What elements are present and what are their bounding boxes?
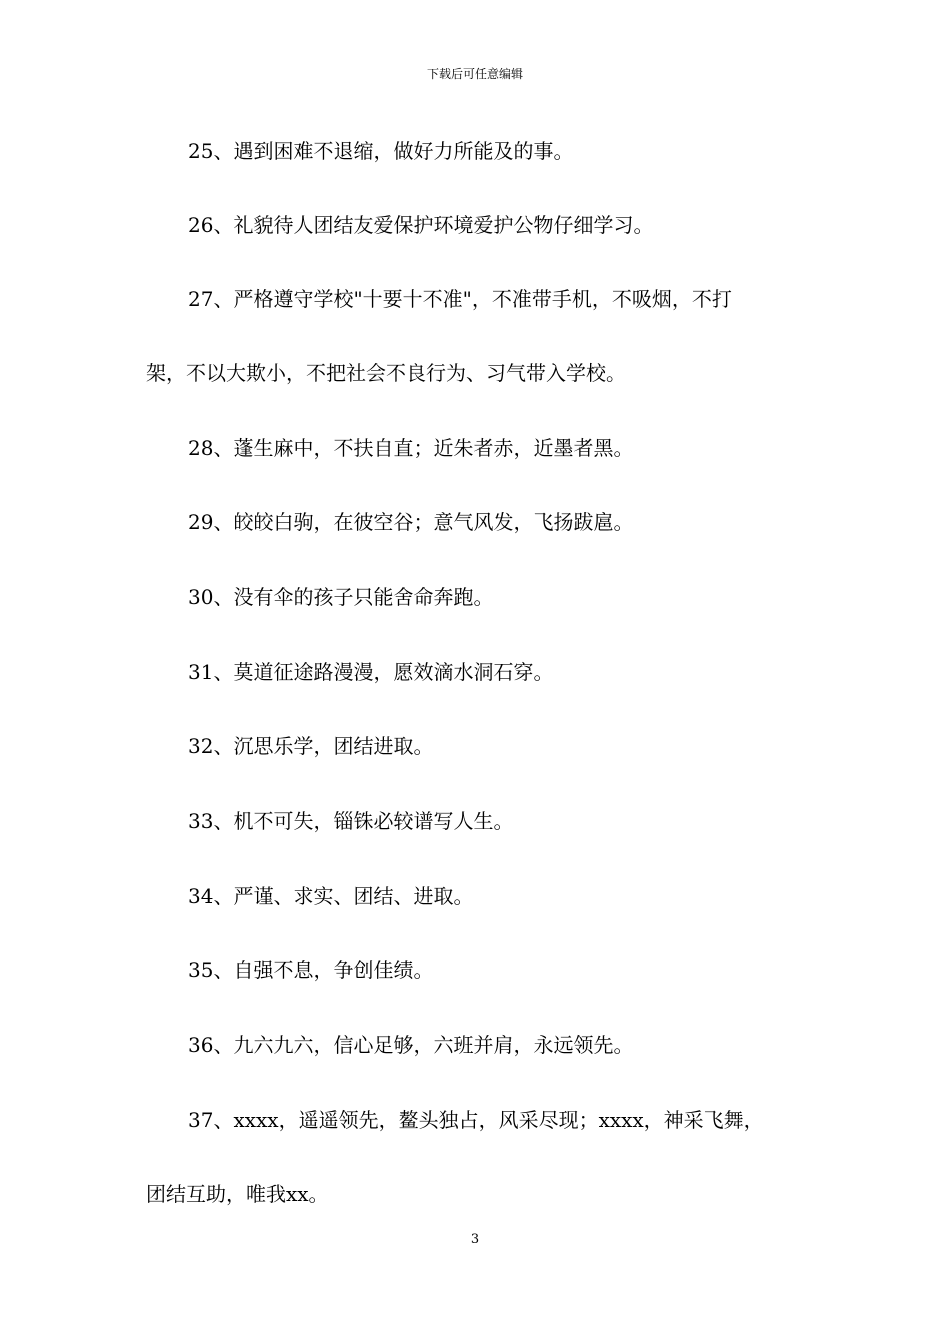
list-item-36 — [146, 1008, 816, 1082]
item-text: 33、机不可失，锱铢必较谱写人生。 — [188, 809, 514, 833]
list-item-28 — [146, 411, 816, 485]
list-item-25 — [146, 114, 816, 188]
list-item-27 — [146, 262, 816, 410]
list-item-35 — [146, 933, 816, 1007]
item-text: 34、严谨、求实、团结、进取。 — [188, 884, 474, 908]
item-text: 36、九六九六，信心足够，六班并肩，永远领先。 — [188, 1033, 634, 1057]
item-text: 32、沉思乐学，团结进取。 — [188, 734, 434, 758]
list-item-37 — [146, 1083, 816, 1231]
item-text: 30、没有伞的孩子只能舍命奔跑。 — [188, 585, 494, 609]
item-text: 35、自强不息，争创佳绩。 — [188, 958, 434, 982]
list-item-33 — [146, 784, 816, 858]
list-item-29 — [146, 485, 816, 559]
item-text-line2: 团结互助，唯我xx。 — [146, 1182, 329, 1206]
page-header-note: 下载后可任意编辑 — [426, 67, 523, 81]
list-item-31 — [146, 635, 816, 709]
list-item-32 — [146, 709, 816, 783]
item-text-line2: 架，不以大欺小，不把社会不良行为、习气带入学校。 — [146, 361, 626, 385]
list-item-34 — [146, 859, 816, 933]
item-text-line1: 37、xxxx，遥遥领先，鳌头独占，风采尽现；xxxx，神采飞舞， — [188, 1108, 764, 1132]
item-text: 29、皎皎白驹，在彼空谷；意气风发，飞扬跋扈。 — [188, 510, 634, 534]
list-item-30 — [146, 560, 816, 634]
item-text: 28、蓬生麻中，不扶自直；近朱者赤，近墨者黑。 — [188, 436, 634, 460]
page-number: 3 — [470, 1232, 480, 1247]
list-item-26 — [146, 188, 816, 262]
item-text: 25、遇到困难不退缩，做好力所能及的事。 — [188, 139, 574, 163]
item-text: 26、礼貌待人团结友爱保护环境爱护公物仔细学习。 — [188, 213, 654, 237]
item-text-line1: 27、严格遵守学校"十要十不准"，不准带手机，不吸烟，不打 — [188, 287, 732, 311]
item-text: 31、莫道征途路漫漫，愿效滴水洞石穿。 — [188, 660, 554, 684]
